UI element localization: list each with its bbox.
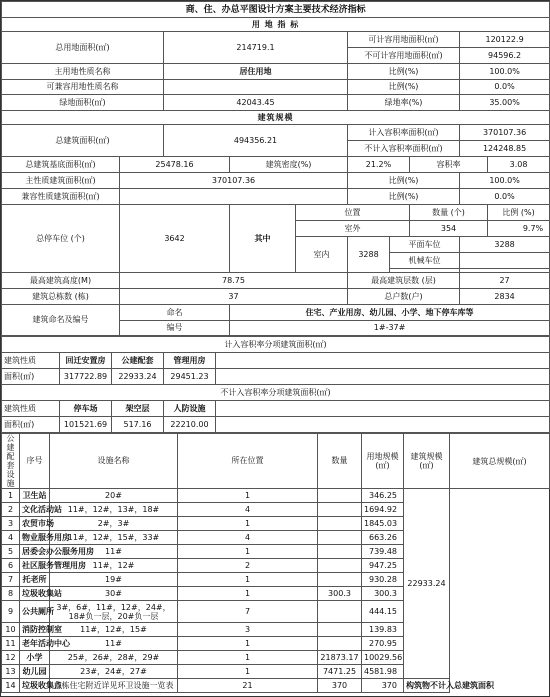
non-far-area-value: 94596.2 bbox=[460, 48, 550, 64]
land-section-title: 用 地 指 标 bbox=[2, 18, 550, 32]
far-header-2: 公建配套 bbox=[112, 353, 164, 369]
main-nature-ratio-value: 100.0% bbox=[460, 173, 550, 189]
facility-area: 1694.92 bbox=[362, 503, 404, 517]
facility-qty: 7 bbox=[178, 601, 318, 623]
facility-area: 947.25 bbox=[362, 559, 404, 573]
far-header-3: 管理用房 bbox=[164, 353, 216, 369]
facility-location: 各栋住宅附近详见环卫设施一览表 bbox=[50, 679, 178, 693]
facility-land: 7471.25 bbox=[318, 665, 362, 679]
facility-location: 3#，6#，11#，12#，24#，18#负一层，20#负一层 bbox=[50, 601, 178, 623]
facility-area: 370 bbox=[362, 679, 404, 693]
facility-no: 14 bbox=[2, 679, 20, 693]
facility-no: 9 bbox=[2, 601, 20, 623]
facility-land: 370 bbox=[318, 679, 362, 693]
far-value-3: 29451.23 bbox=[164, 369, 216, 385]
far-use-label: 可兼容用地性质名称 bbox=[2, 80, 164, 95]
non-far-value-2: 517.16 bbox=[112, 417, 164, 433]
flat-label: 平面车位 bbox=[390, 237, 460, 253]
facility-location: 11#，12#，15#，33# bbox=[50, 531, 178, 545]
facility-qty: 4 bbox=[178, 503, 318, 517]
base-area-label: 总建筑基底面积(㎡) bbox=[2, 157, 120, 173]
facility-location: 11# bbox=[50, 637, 178, 651]
total-area-value: 214719.1 bbox=[164, 32, 348, 64]
parking-label: 总停车位 (个) bbox=[2, 205, 120, 273]
far-nature-label: 建筑性质 bbox=[2, 353, 60, 369]
name-label: 命名 bbox=[120, 305, 230, 321]
facility-qty: 1 bbox=[178, 665, 318, 679]
non-far-floor-value: 124248.85 bbox=[460, 141, 550, 157]
facility-qty: 1 bbox=[178, 573, 318, 587]
facility-location: 30# bbox=[50, 587, 178, 601]
households-label: 总户数(户) bbox=[348, 289, 460, 305]
far-value: 3.08 bbox=[488, 157, 550, 173]
facility-qty: 3 bbox=[178, 623, 318, 637]
indoor-qty: 3288 bbox=[348, 237, 390, 273]
non-far-nature-label: 建筑性质 bbox=[2, 401, 60, 417]
non-far-header-3: 人防设施 bbox=[164, 401, 216, 417]
facility-area: 663.26 bbox=[362, 531, 404, 545]
compat-value bbox=[120, 189, 348, 205]
facilities-header-name: 设施名称 bbox=[50, 434, 178, 489]
facility-land bbox=[318, 531, 362, 545]
far-breakdown-title: 计入容积率分项建筑面积(㎡) bbox=[2, 337, 550, 353]
facility-area: 1845.03 bbox=[362, 517, 404, 531]
facilities-header-area: 建筑规模(㎡) bbox=[404, 434, 450, 489]
non-far-breakdown-title: 不计入容积率分项建筑面积(㎡) bbox=[2, 385, 550, 401]
far-header-1: 回迁安置房 bbox=[60, 353, 112, 369]
facility-no: 4 bbox=[2, 531, 20, 545]
facility-qty: 21 bbox=[178, 679, 318, 693]
density-label: 建筑密度(%) bbox=[230, 157, 348, 173]
facility-area: 444.15 bbox=[362, 601, 404, 623]
facility-no: 1 bbox=[2, 489, 20, 503]
far-label: 容积率 bbox=[410, 157, 488, 173]
facility-name: 垃圾收集点 bbox=[20, 679, 50, 693]
facility-name: 托老所 bbox=[20, 573, 50, 587]
main-ratio-label: 比例(%) bbox=[348, 64, 460, 80]
facility-area: 346.25 bbox=[362, 489, 404, 503]
facility-name: 居委会办公服务用房 bbox=[20, 545, 50, 559]
indicator-table bbox=[1, 1, 550, 336]
compat-ratio-value: 0.0% bbox=[460, 189, 550, 205]
facility-land bbox=[318, 517, 362, 531]
total-area-label: 总用地面积(㎡) bbox=[2, 32, 164, 64]
facilities-header-total: 建筑总规模(㎡) bbox=[450, 434, 550, 489]
main-nature-ratio-label: 比例(%) bbox=[348, 173, 460, 189]
far-use-ratio-value: 0.0% bbox=[460, 80, 550, 95]
facility-no: 7 bbox=[2, 573, 20, 587]
total-floor-label: 总建筑面积(㎡) bbox=[2, 125, 164, 157]
facility-location: 11# bbox=[50, 545, 178, 559]
facility-area: 10029.56 bbox=[362, 651, 404, 665]
max-height-label: 最高建筑高度(M) bbox=[2, 273, 120, 289]
facility-name: 物业服务用房 bbox=[20, 531, 50, 545]
buildings-value: 37 bbox=[120, 289, 348, 305]
facilities-side-label: 公建配套设施 bbox=[2, 434, 20, 489]
number-value: 1#-37# bbox=[230, 321, 550, 336]
building-section-title: 建筑规模 bbox=[2, 111, 550, 125]
max-height-value: 78.75 bbox=[120, 273, 348, 289]
far-use-value bbox=[164, 80, 348, 95]
flat-qty: 3288 bbox=[460, 237, 550, 253]
facility-area: 139.83 bbox=[362, 623, 404, 637]
facility-no: 13 bbox=[2, 665, 20, 679]
main-use-label: 主用地性质名称 bbox=[2, 64, 164, 80]
mech-label: 机械车位 bbox=[390, 253, 460, 269]
far-area-row-label: 面积(㎡) bbox=[2, 369, 60, 385]
facility-name: 卫生站 bbox=[20, 489, 50, 503]
facilities-header-qty: 数量 bbox=[318, 434, 362, 489]
non-far-header-1: 停车场 bbox=[60, 401, 112, 417]
base-area-value: 25478.16 bbox=[120, 157, 230, 173]
non-far-header-2: 架空层 bbox=[112, 401, 164, 417]
facility-name: 消防控制室 bbox=[20, 623, 50, 637]
main-ratio-value: 100.0% bbox=[460, 64, 550, 80]
facilities-total: 22933.24 bbox=[404, 489, 450, 679]
facility-area: 739.48 bbox=[362, 545, 404, 559]
facility-land bbox=[318, 503, 362, 517]
facility-location: 11#，12#，13#，18# bbox=[50, 503, 178, 517]
far-breakdown-table bbox=[1, 336, 550, 433]
facility-location: 19# bbox=[50, 573, 178, 587]
facility-area: 930.28 bbox=[362, 573, 404, 587]
indoor-label: 室内 bbox=[296, 237, 348, 273]
outdoor-pct: 9.7% bbox=[488, 221, 550, 237]
facility-land bbox=[318, 637, 362, 651]
far-floor-value: 370107.36 bbox=[460, 125, 550, 141]
facility-land: 300.3 bbox=[318, 587, 362, 601]
facility-name: 社区服务管理用房 bbox=[20, 559, 50, 573]
far-area-value: 120122.9 bbox=[460, 32, 550, 48]
far-value-1: 317722.89 bbox=[60, 369, 112, 385]
main-nature-label: 主性质建筑面积(㎡) bbox=[2, 173, 120, 189]
naming-label: 建筑命名及编号 bbox=[2, 305, 120, 336]
households-value: 2834 bbox=[460, 289, 550, 305]
mech-qty bbox=[460, 253, 550, 269]
outdoor-qty: 354 bbox=[410, 221, 488, 237]
non-far-area-row-label: 面积(㎡) bbox=[2, 417, 60, 433]
facilities-header-loc: 所在位置 bbox=[178, 434, 318, 489]
max-floors-label: 最高建筑层数 (层) bbox=[348, 273, 460, 289]
facility-name: 公共厕所 bbox=[20, 601, 50, 623]
parking-sub-label: 其中 bbox=[230, 205, 296, 273]
facility-no: 6 bbox=[2, 559, 20, 573]
facility-name: 小学 bbox=[20, 651, 50, 665]
facility-area: 300.3 bbox=[362, 587, 404, 601]
facility-land bbox=[318, 559, 362, 573]
outdoor-label: 室外 bbox=[296, 221, 410, 237]
green-area-label: 绿地面积(㎡) bbox=[2, 95, 164, 111]
non-far-floor-label: 不计入容积率面积(㎡) bbox=[348, 141, 460, 157]
facility-location: 20# bbox=[50, 489, 178, 503]
max-floors-value: 27 bbox=[460, 273, 550, 289]
main-use-value: 居住用地 bbox=[164, 64, 348, 80]
facility-name: 垃圾收集站 bbox=[20, 587, 50, 601]
facilities-header-land: 用地规模(㎡) bbox=[362, 434, 404, 489]
facility-location: 11#，12#，15# bbox=[50, 623, 178, 637]
far-use-ratio-label: 比例(%) bbox=[348, 80, 460, 95]
facility-qty: 1 bbox=[178, 489, 318, 503]
total-floor-value: 494356.21 bbox=[164, 125, 348, 157]
facility-no: 2 bbox=[2, 503, 20, 517]
non-far-value-1: 101521.69 bbox=[60, 417, 112, 433]
facility-name: 文化活动站 bbox=[20, 503, 50, 517]
facility-name: 老年活动中心 bbox=[20, 637, 50, 651]
far-area-label: 可计容用地面积(㎡) bbox=[348, 32, 460, 48]
density-value: 21.2% bbox=[348, 157, 410, 173]
facility-name: 农贸市场 bbox=[20, 517, 50, 531]
facility-location: 11#，12# bbox=[50, 559, 178, 573]
position-header: 位置 bbox=[296, 205, 410, 221]
facility-location: 2#，3# bbox=[50, 517, 178, 531]
facility-location: 25#，26#，28#，29# bbox=[50, 651, 178, 665]
qty-header: 数量 (个) bbox=[410, 205, 488, 221]
facility-no: 11 bbox=[2, 637, 20, 651]
facility-qty: 1 bbox=[178, 587, 318, 601]
facilities-header-no: 序号 bbox=[20, 434, 50, 489]
facilities-table bbox=[1, 433, 550, 693]
facility-qty: 2 bbox=[178, 559, 318, 573]
facility-land bbox=[318, 623, 362, 637]
facility-location: 23#，24#，27# bbox=[50, 665, 178, 679]
green-rate-value: 35.00% bbox=[460, 95, 550, 111]
buildings-label: 建筑总栋数 (栋) bbox=[2, 289, 120, 305]
facility-no: 10 bbox=[2, 623, 20, 637]
facility-no: 5 bbox=[2, 545, 20, 559]
facility-land bbox=[318, 545, 362, 559]
facility-area: 270.95 bbox=[362, 637, 404, 651]
main-nature-value: 370107.36 bbox=[120, 173, 348, 189]
facility-no: 8 bbox=[2, 587, 20, 601]
facility-land bbox=[318, 573, 362, 587]
far-value-2: 22933.24 bbox=[112, 369, 164, 385]
number-label: 编号 bbox=[120, 321, 230, 336]
compat-ratio-label: 比例(%) bbox=[348, 189, 460, 205]
name-value: 住宅、产业用房、幼儿园、小学、地下停车库等 bbox=[230, 305, 550, 321]
facility-qty: 1 bbox=[178, 545, 318, 559]
facility-qty: 1 bbox=[178, 651, 318, 665]
facility-name: 幼儿园 bbox=[20, 665, 50, 679]
green-area-value: 42043.45 bbox=[164, 95, 348, 111]
compat-label: 兼容性质建筑面积(㎡) bbox=[2, 189, 120, 205]
green-rate-label: 绿地率(%) bbox=[348, 95, 460, 111]
facility-land: 21873.17 bbox=[318, 651, 362, 665]
pct-header: 比例 (%) bbox=[488, 205, 550, 221]
facilities-footnote: 构筑物不计入总建筑面积 bbox=[404, 679, 450, 693]
non-far-value-3: 22210.00 bbox=[164, 417, 216, 433]
facility-land bbox=[318, 489, 362, 503]
facility-qty: 1 bbox=[178, 517, 318, 531]
facility-area: 4581.98 bbox=[362, 665, 404, 679]
parking-total: 3642 bbox=[120, 205, 230, 273]
facility-qty: 4 bbox=[178, 531, 318, 545]
facility-no: 12 bbox=[2, 651, 20, 665]
page-title: 商、住、办总平图设计方案主要技术经济指标 bbox=[2, 2, 550, 18]
far-floor-label: 计入容积率面积(㎡) bbox=[348, 125, 460, 141]
facility-no: 3 bbox=[2, 517, 20, 531]
non-far-area-label: 不可计容用地面积(㎡) bbox=[348, 48, 460, 64]
facility-land bbox=[318, 601, 362, 623]
facility-qty: 1 bbox=[178, 637, 318, 651]
